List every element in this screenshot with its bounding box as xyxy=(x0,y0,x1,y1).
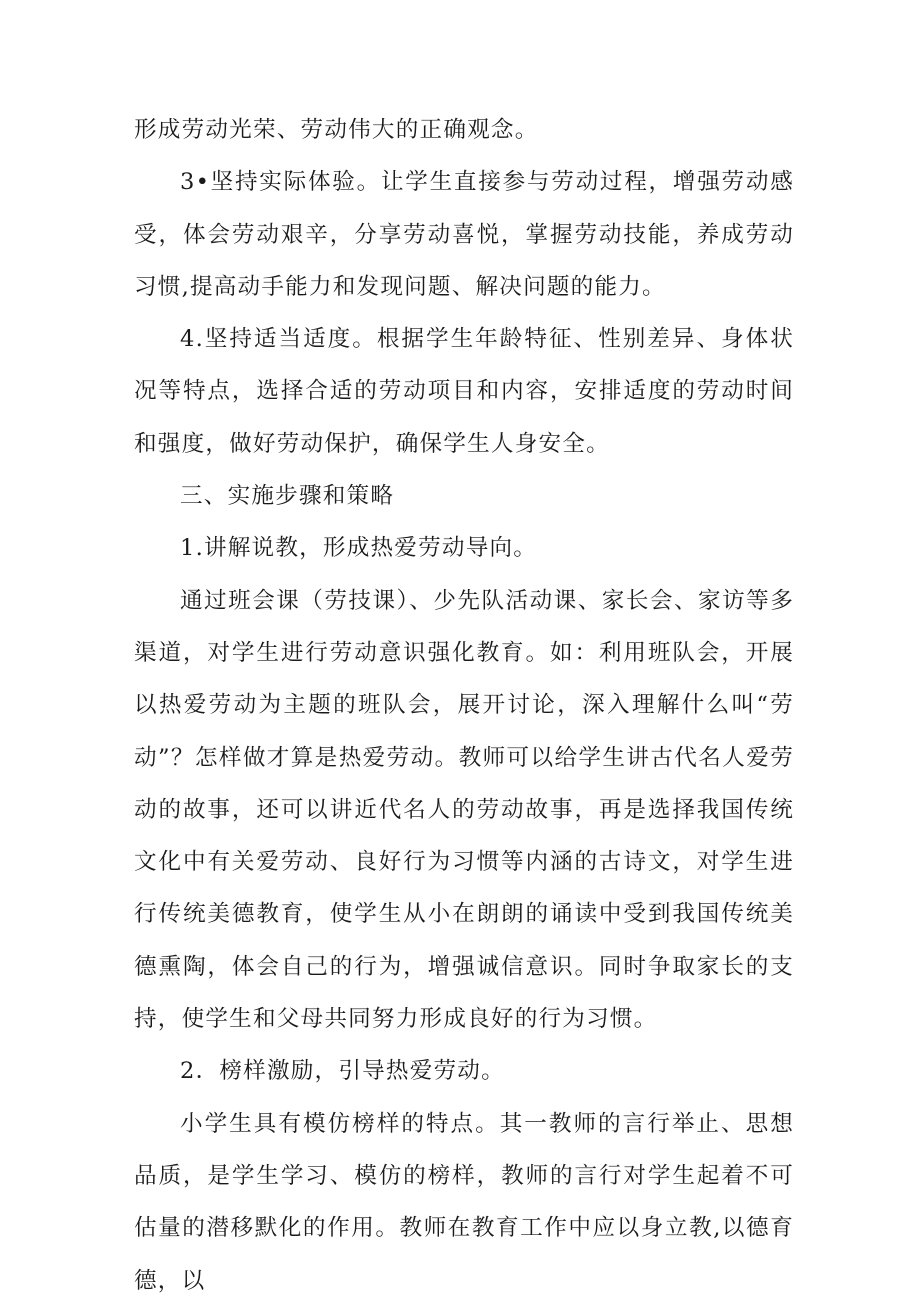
paragraph-practice-experience: 3•坚持实际体验。让学生直接参与劳动过程，增强劳动感受，体会劳动艰辛，分享劳动喜悦，掌握劳动技能，养成劳动习惯,提高动手能力和发现问题、解决问题的能力。 xyxy=(134,169,794,300)
paragraph-imitation: 小学生具有模仿榜样的特点。其一教师的言行举止、思想品质，是学生学习、模仿的榜样，教师的言行对学生起着不可估量的潜移默化的作用。教师在教育工作中应以身立教,以德育德，以 xyxy=(134,1110,794,1294)
subheading-explanation: 1.讲解说教，形成热爱劳动导向。 xyxy=(180,535,538,562)
subheading-role-model: 2．榜样激励，引导热爱劳动。 xyxy=(180,1058,505,1085)
section-heading-steps: 三、实施步骤和策略 xyxy=(180,483,395,510)
document-body xyxy=(134,104,794,1307)
paragraph-appropriate-degree: 4.坚持适当适度。根据学生年龄特征、性别差异、身体状况等特点，选择合适的劳动项目和内容，安排适度的劳动时间和强度，做好劳动保护，确保学生人身安全。 xyxy=(134,326,794,457)
paragraph-class-meeting: 通过班会课（劳技课）、少先队活动课、家长会、家访等多渠道，对学生进行劳动意识强化教育。如：利用班队会，开展以热爱劳动为主题的班队会，展开讨论，深入理解什么叫“劳动”？怎样做才算是热爱劳动。教师可以给学生讲古代名人爱劳动的故事，还可以讲近代名人的劳动故事，再是选择我国传统文化中有关爱劳动、良好行为习惯等内涵的古诗文，对学生进行传统美德教育，使学生从小在朗朗的诵读中受到我国传统美德熏陶，体会自己的行为，增强诚信意识。同时争取家长的支持，使学生和父母共同努力形成良好的行为习惯。 xyxy=(134,587,794,1033)
paragraph-continuation: 形成劳动光荣、劳动伟大的正确观念。 xyxy=(134,117,539,143)
